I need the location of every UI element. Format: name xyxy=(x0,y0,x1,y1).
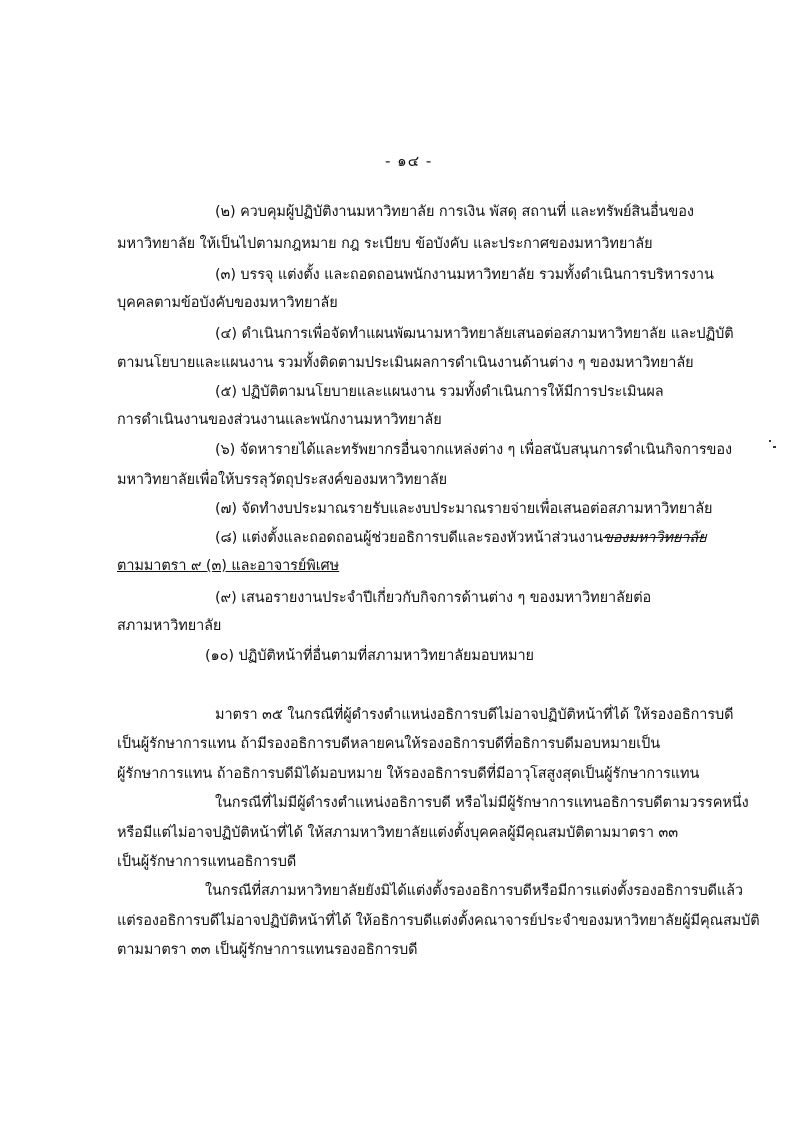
item-3-line-2: บุคคลตามข้อบังคับของมหาวิทยาลัย xyxy=(117,295,338,311)
scan-speck xyxy=(769,440,771,442)
paragraph-2-line-1: ในกรณีที่ไม่มีผู้ดำรงตำแหน่งอธิการบดี หรือไม่มีผู้รักษาการแทนอธิการบดีตามวรรคหนึ่ง xyxy=(215,795,749,811)
item-10-line-1: (๑๐) ปฏิบัติหน้าที่อื่นตามที่สภามหาวิทยาลัยมอบหมาย xyxy=(205,648,534,664)
item-5-line-2: การดำเนินงานของส่วนงานและพนักงานมหาวิทยาลัย xyxy=(117,412,442,428)
item-4-line-1: (๔) ดำเนินการเพื่อจัดทำแผนพัฒนามหาวิทยาลัยเสนอต่อสภามหาวิทยาลัย และปฏิบัติ xyxy=(215,326,734,342)
item-9-line-1: (๙) เสนอรายงานประจำปีเกี่ยวกับกิจการด้านต่าง ๆ ของมหาวิทยาลัยต่อ xyxy=(215,590,652,606)
item-7-line-1: (๗) จัดทำงบประมาณรายรับและงบประมาณรายจ่ายเพื่อเสนอต่อสภามหาวิทยาลัย xyxy=(215,501,713,517)
item-8-line-1 xyxy=(215,528,706,548)
item-8-struck-text: ของมหาวิทยาลัย xyxy=(602,530,707,546)
item-8-line-2: ตามมาตรา ๙ (๓) และอาจารย์พิเศษ xyxy=(117,558,340,574)
item-8-text: (๘) แต่งตั้งและถอดถอนผู้ช่วยอธิการบดีและรองหัวหน้าส่วนงาน xyxy=(215,530,603,546)
item-2-line-2: มหาวิทยาลัย ให้เป็นไปตามกฎหมาย กฎ ระเบียบ ข้อบังคับ และประกาศของมหาวิทยาลัย xyxy=(117,236,653,252)
item-5-line-1: (๕) ปฏิบัติตามนโยบายและแผนงาน รวมทั้งดำเนินการให้มีการประเมินผล xyxy=(215,384,664,400)
paragraph-3-line-1: ในกรณีที่สภามหาวิทยาลัยยังมิได้แต่งตั้งรองอธิการบดีหรือมีการแต่งตั้งรองอธิการบดีแล้ว xyxy=(205,883,743,899)
item-4-line-2: ตามนโยบายและแผนงาน รวมทั้งติดตามประเมินผลการดำเนินงานด้านต่าง ๆ ของมหาวิทยาลัย xyxy=(117,355,694,371)
section-35-line-1: มาตรา ๓๕ ในกรณีที่ผู้ดำรงตำแหน่งอธิการบดีไม่อาจปฏิบัติหน้าที่ได้ ให้รองอธิการบดี xyxy=(215,707,734,723)
paragraph-2-line-2: หรือมีแต่ไม่อาจปฏิบัติหน้าที่ได้ ให้สภามหาวิทยาลัยแต่งตั้งบุคคลผู้มีคุณสมบัติตามมาตรา ๓๓ xyxy=(117,825,679,841)
paragraph-3-line-2: แต่รองอธิการบดีไม่อาจปฏิบัติหน้าที่ได้ ให้อธิการบดีแต่งตั้งคณาจารย์ประจำของมหาวิทยาลัยผู้มีคุณสมบัติ xyxy=(117,913,760,929)
item-2-line-1: (๒) ควบคุมผู้ปฏิบัติงานมหาวิทยาลัย การเงิน พัสดุ สถานที่ และทรัพย์สินอื่นของ xyxy=(215,204,694,220)
item-6-line-1: (๖) จัดหารายได้และทรัพยากรอื่นจากแหล่งต่าง ๆ เพื่อสนับสนุนการดำเนินกิจการของ xyxy=(215,442,732,458)
scan-speck xyxy=(773,446,776,448)
item-9-line-2: สภามหาวิทยาลัย xyxy=(117,618,222,634)
page-number: - ๑๔ - xyxy=(385,152,433,170)
item-3-line-1: (๓) บรรจุ แต่งตั้ง และถอดถอนพนักงานมหาวิทยาลัย รวมทั้งดำเนินการบริหารงาน xyxy=(215,267,714,283)
item-6-line-2: มหาวิทยาลัยเพื่อให้บรรลุวัตถุประสงค์ของมหาวิทยาลัย xyxy=(117,472,448,488)
paragraph-3-line-3: ตามมาตรา ๓๓ เป็นผู้รักษาการแทนรองอธิการบดี xyxy=(117,942,418,958)
paragraph-2-line-3: เป็นผู้รักษาการแทนอธิการบดี xyxy=(117,854,297,870)
section-35-line-2: เป็นผู้รักษาการแทน ถ้ามีรองอธิการบดีหลายคนให้รองอธิการบดีที่อธิการบดีมอบหมายเป็น xyxy=(117,736,661,752)
section-35-line-3: ผู้รักษาการแทน ถ้าอธิการบดีมิได้มอบหมาย ให้รองอธิการบดีที่มีอาวุโสสูงสุดเป็นผู้รักษาการแทน xyxy=(117,766,700,782)
